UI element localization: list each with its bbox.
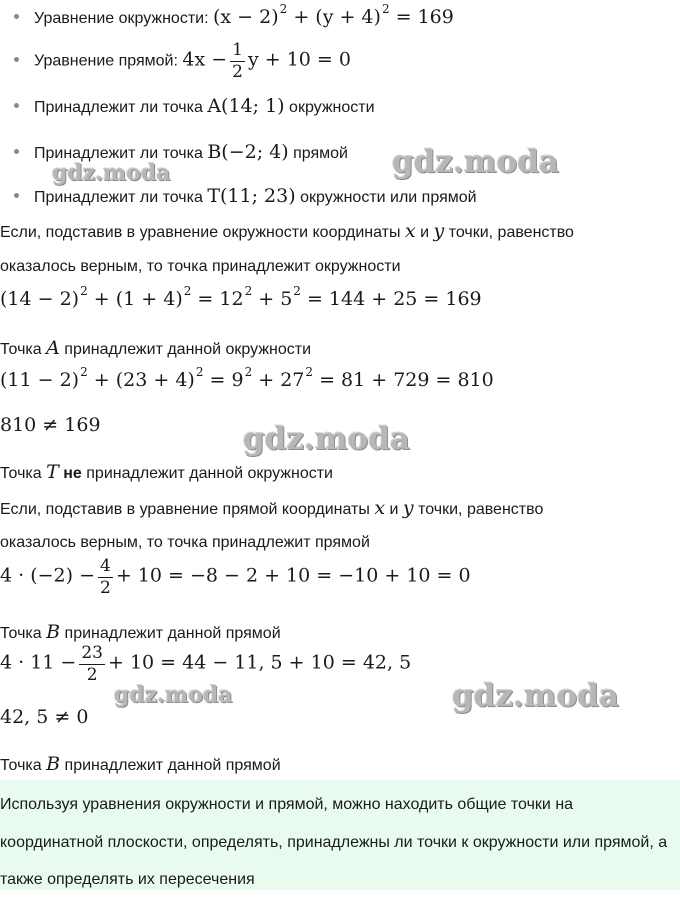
- calc-point-t-circle: $(11 - 2)^2 + (23 + 4)^2 = 9^2 + 27^2 = 81 + 729 = 810$: [0, 365, 494, 391]
- watermark-logo: gdz.moda: [452, 678, 619, 714]
- given-item-point-b: Принадлежит ли точка B(−2; 4) прямой: [14, 141, 348, 163]
- rule-circle-line-2: оказалось верным, то точка принадлежит окружности: [0, 258, 401, 275]
- rule-line-line-1: Если, подставив в уравнение прямой координаты x и y точки, равенство: [0, 497, 544, 519]
- calc-point-t-line: 4 · 11 − $\frac{23}{2}$ + 10 = 44 − 11, 5 + 10 = 42, 5: [0, 643, 412, 685]
- bullet-icon: [14, 193, 19, 198]
- watermark-logo: gdz.moda: [114, 682, 233, 708]
- circle-equation: $(x - 2)^2 + (y + 4)^2 = 169$: [213, 2, 454, 28]
- neq-point-t-circle: 810 ≠ 169: [0, 414, 101, 436]
- calc-point-a: $(14 - 2)^2 + (1 + 4)^2 = 12^2 + 5^2 = 144 + 25 = 169$: [0, 284, 482, 310]
- fraction: $\frac{23}{2}$: [81, 643, 103, 685]
- watermark-logo: gdz.moda: [392, 144, 559, 180]
- result-point-t: Точка T не принадлежит данной окружности: [0, 461, 333, 483]
- bullet-icon: [14, 103, 19, 108]
- watermark-logo: gdz.moda: [52, 160, 171, 186]
- bullet-icon: [14, 57, 19, 62]
- rule-line-line-2: оказалось верным, то точка принадлежит прямой: [0, 534, 370, 551]
- fraction: $\frac{4}{2}$: [100, 556, 111, 598]
- fraction: $\frac{1}{2}$: [232, 40, 243, 82]
- bullet-icon: [14, 14, 19, 19]
- conclusion-box: [0, 780, 680, 890]
- result-point-a: Точка A принадлежит данной окружности: [0, 337, 312, 359]
- given-item-point-a: Принадлежит ли точка A(14; 1) окружности: [14, 95, 375, 117]
- conclusion-text: Используя уравнения окружности и прямой, можно находить общие точки на координатной плоскости, определять, принадлежны ли точки к окружности или прямой, а также определять их пересечения: [0, 796, 668, 888]
- calc-point-b: 4 · (−2) − $\frac{4}{2}$ + 10 = −8 − 2 + 10 = −10 + 10 = 0: [0, 556, 471, 598]
- bullet-icon: [14, 149, 19, 154]
- given-item-point-t: Принадлежит ли точка T(11; 23) окружности или прямой: [14, 185, 477, 207]
- neq-point-t-line: 42, 5 ≠ 0: [0, 706, 89, 728]
- result-point-b: Точка B принадлежит данной прямой: [0, 621, 281, 643]
- watermark-logo: gdz.moda: [243, 421, 410, 457]
- given-item-circle: Уравнение окружности: $(x - 2)^2 + (y + 4)^2 = 169$: [14, 6, 454, 28]
- given-item-line: Уравнение прямой: 4x − $\frac{1}{2}$ y + 10 = 0: [14, 42, 351, 81]
- result-last: Точка B принадлежит данной прямой: [0, 753, 281, 775]
- rule-circle-line-1: Если, подставив в уравнение окружности координаты x и y точки, равенство: [0, 220, 574, 242]
